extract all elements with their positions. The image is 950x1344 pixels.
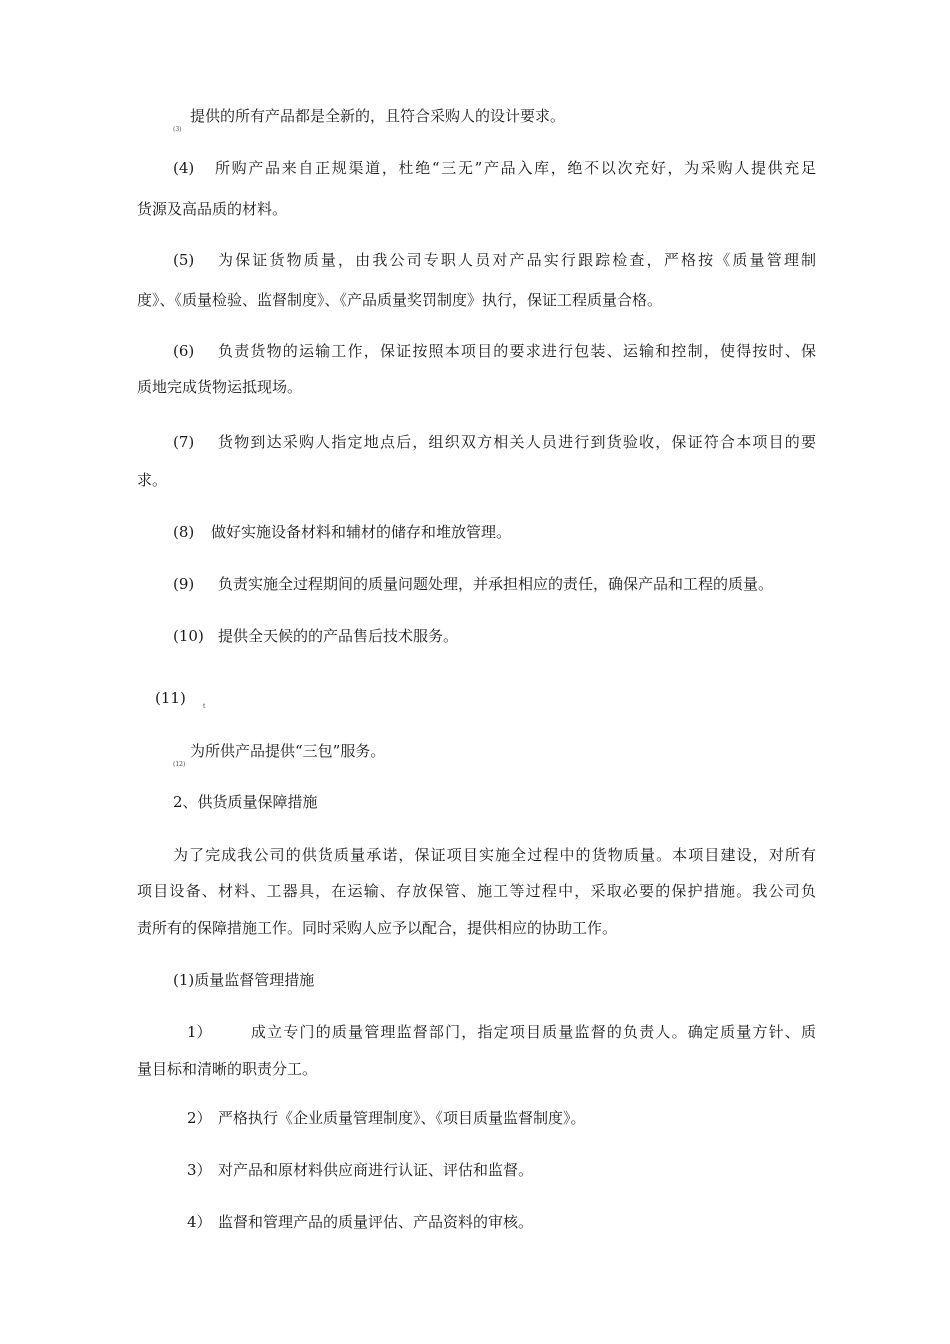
item-5-number: (5) [173,251,195,269]
section-2-heading: 2、供货质量保障措施 [173,793,318,811]
step-3-text: 对产品和原材料供应商进行认证、评估和监督。 [218,1161,534,1179]
item-6-line-1: 负责货物的运输工作，保证按照本项目的要求进行包装、运输和控制，使得按时、保 [218,342,816,360]
item-6-number: (6) [173,342,195,360]
item-9-number: (9) [173,575,195,593]
item-4-number: (4) [173,159,195,177]
item-11-number: (11) [155,689,186,707]
item-9-text: 负责实施全过程期间的质量问题处理，并承担相应的责任，确保产品和工程的质量。 [218,575,774,593]
item-8-number: (8) [173,523,195,541]
item-4-line-2: 货源及高品质的材料。 [137,200,288,218]
item-3-text: 提供的所有产品都是全新的，且符合采购人的设计要求。 [190,107,566,125]
item-6-line-2: 质地完成货物运抵现场。 [137,378,303,396]
item-10-text: 提供全天候的的产品售后技术服务。 [218,627,459,645]
item-5-line-2: 度》、《质量检验、监督制度》、《产品质量奖罚制度》执行，保证工程质量合格。 [137,291,663,309]
item-7-number: (7) [173,433,195,451]
item-11-mark: t [203,703,206,710]
item-7-line-2: 求。 [137,471,168,489]
section-2-para-line-1: 为了完成我公司的供货质量承诺，保证项目实施全过程中的货物质量。本项目建设，对所有 [173,846,816,864]
step-3-number: 3） [187,1161,212,1179]
item-3-marker: (3) [173,126,182,133]
section-2-para-line-2: 项目设备、材料、工器具，在运输、存放保管、施工等过程中，采取必要的保护措施。我公司负 [137,882,816,900]
item-7-line-1: 货物到达采购人指定地点后，组织双方相关人员进行到货验收，保证符合本项目的要 [218,433,816,451]
subsection-1-heading: (1)质量监督管理措施 [173,971,315,989]
step-2-number: 2） [187,1109,212,1127]
step-1-line-2: 量目标和清晰的职责分工。 [137,1060,318,1078]
step-4-number: 4） [187,1213,212,1231]
item-12-marker: (12) [173,761,186,768]
item-12-text: 为所供产品提供“三包”服务。 [190,742,386,760]
item-8-text: 做好实施设备材料和辅材的储存和堆放管理。 [211,523,512,541]
item-5-line-1: 为保证货物质量，由我公司专职人员对产品实行跟踪检查，严格按《质量管理制 [218,251,816,269]
item-4-line-1: 所购产品来自正规渠道，杜绝“三无”产品入库，绝不以次充好，为采购人提供充足 [215,159,816,177]
step-1-line-1: 成立专门的质量管理监督部门，指定项目质量监督的负责人。确定质量方针、质 [251,1023,816,1041]
section-2-para-line-3: 责所有的保障措施工作。同时采购人应予以配合，提供相应的协助工作。 [137,919,618,937]
item-10-number: (10) [173,627,204,645]
step-1-number: 1） [187,1023,212,1041]
step-4-text: 监督和管理产品的质量评估、产品资料的审核。 [218,1213,534,1231]
step-2-text: 严格执行《企业质量管理制度》、《项目质量监督制度》。 [218,1109,586,1127]
